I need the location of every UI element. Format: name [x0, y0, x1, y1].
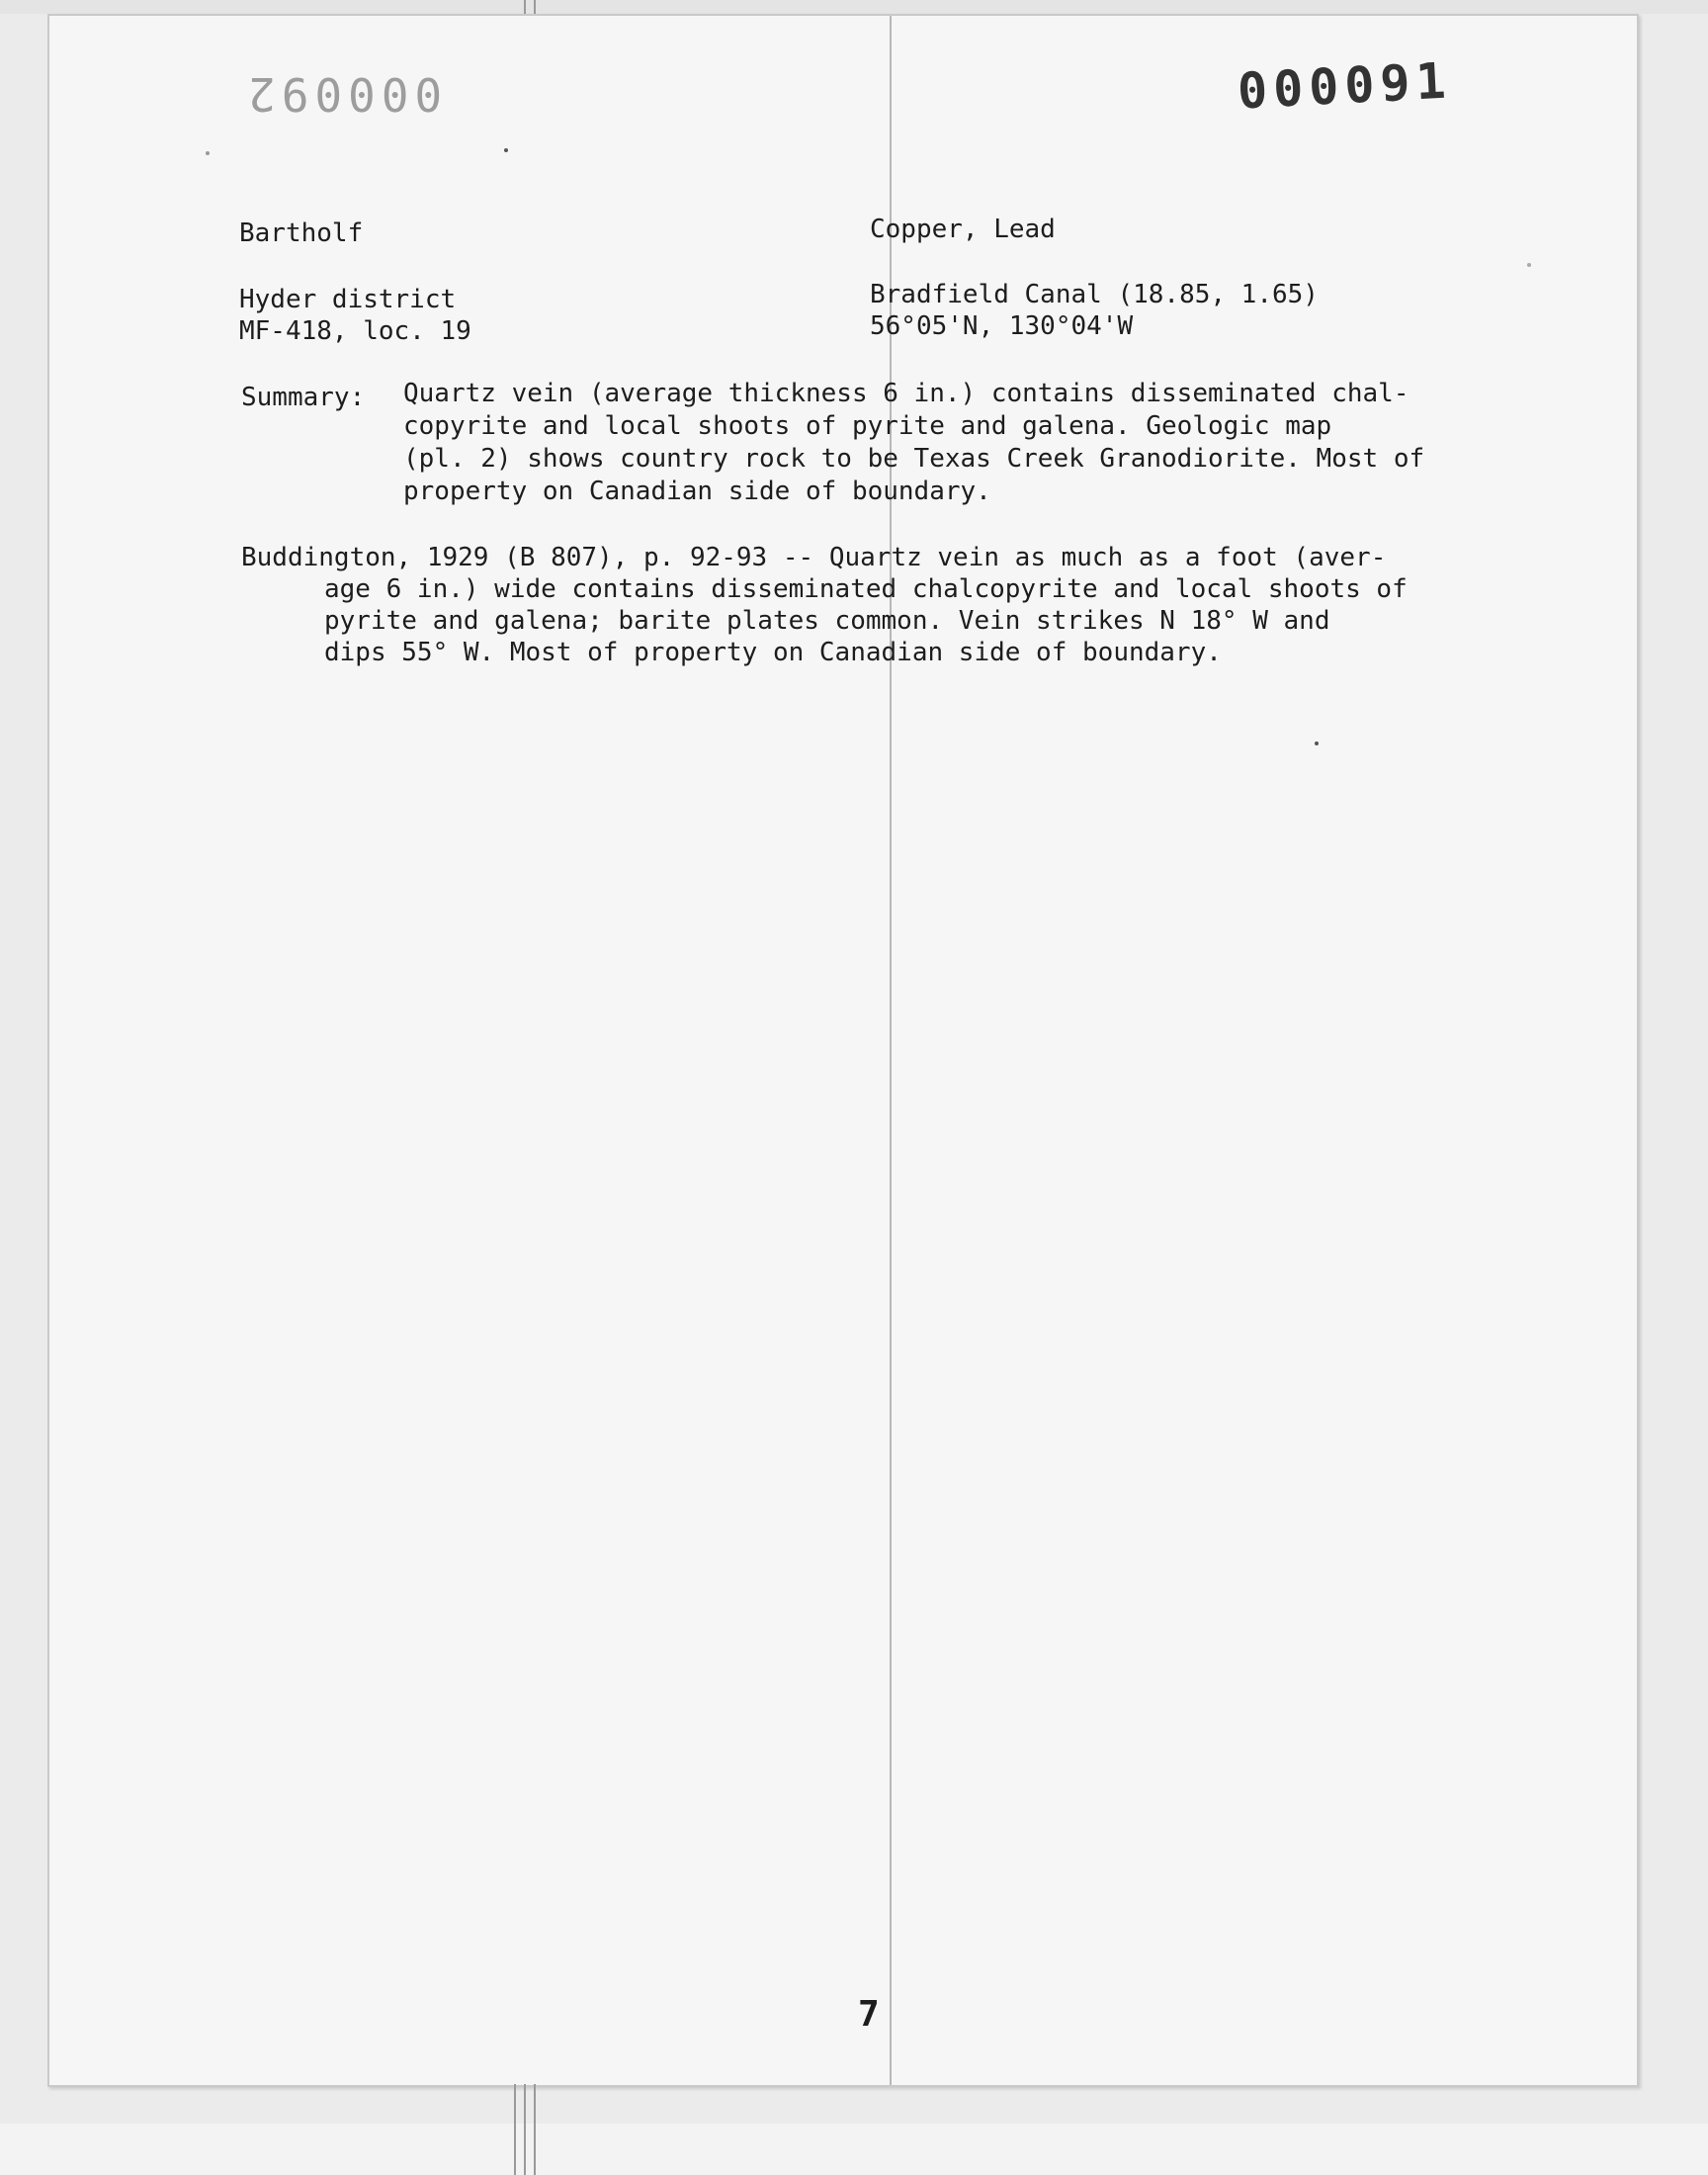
- reference-line: pyrite and galena; barite plates common. Vein strikes N 18° W and: [324, 606, 1330, 636]
- summary-line: Quartz vein (average thickness 6 in.) contains disseminated chal-: [403, 379, 1409, 408]
- scan-mark: [534, 2084, 536, 2175]
- reference-line: Buddington, 1929 (B 807), p. 92-93 -- Quartz vein as much as a foot (aver-: [241, 543, 1387, 572]
- dust-speck: [206, 151, 210, 155]
- scan-top-edge: [0, 0, 1708, 14]
- district: Hyder district: [239, 285, 457, 314]
- summary-label: Summary:: [241, 383, 366, 412]
- quadrangle: Bradfield Canal (18.85, 1.65): [870, 280, 1319, 309]
- stamp-right-number: 000091: [1236, 51, 1453, 121]
- stamp-left-number: 000092: [242, 67, 443, 121]
- page-number: 7: [858, 1994, 880, 2035]
- summary-line: (pl. 2) shows country rock to be Texas Creek Granodiorite. Most of: [403, 444, 1425, 474]
- coordinates: 56°05'N, 130°04'W: [870, 311, 1134, 341]
- commodities: Copper, Lead: [870, 215, 1056, 244]
- dust-speck: [1527, 263, 1531, 267]
- dust-speck: [1315, 741, 1319, 745]
- summary-line: copyrite and local shoots of pyrite and galena. Geologic map: [403, 411, 1332, 441]
- scan-mark: [514, 2084, 516, 2175]
- document-page: [47, 14, 1639, 2087]
- reference-line: dips 55° W. Most of property on Canadian side of boundary.: [324, 638, 1222, 667]
- scan-mark: [534, 0, 536, 14]
- scan-bottom-edge: [0, 2124, 1708, 2175]
- property-name: Bartholf: [239, 218, 364, 248]
- reference-line: age 6 in.) wide contains disseminated chalcopyrite and local shoots of: [324, 574, 1408, 604]
- map-reference: MF-418, loc. 19: [239, 316, 471, 346]
- scan-mark: [524, 0, 526, 14]
- scan-mark: [524, 2084, 526, 2175]
- summary-line: property on Canadian side of boundary.: [403, 477, 991, 506]
- dust-speck: [504, 148, 508, 152]
